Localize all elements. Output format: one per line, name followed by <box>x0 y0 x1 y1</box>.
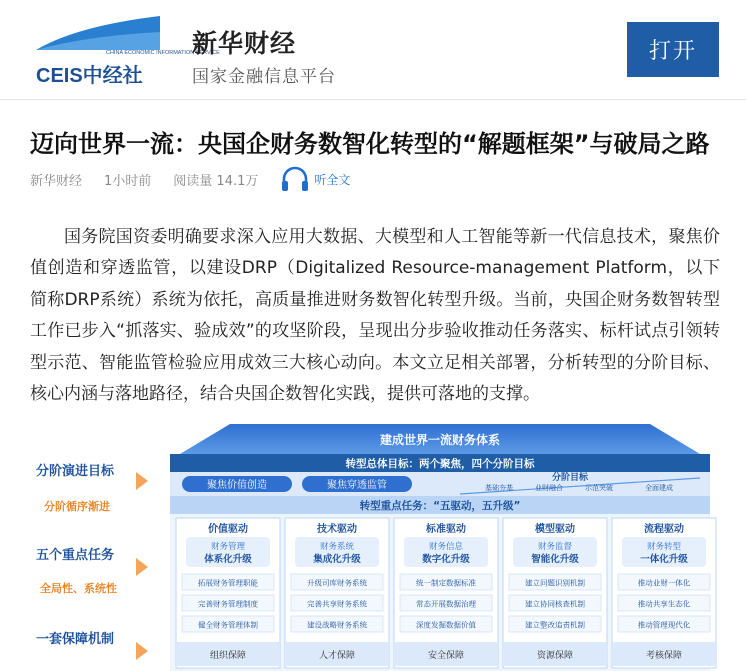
brand-tagline: 国家金融信息平台 <box>192 67 336 87</box>
ceis-logo <box>36 14 220 90</box>
article-reads: 阅读量 14.1万 <box>173 173 259 189</box>
pillar-sub2: 集成化升级 <box>313 554 361 565</box>
svg-text:业财融合: 业财融合 <box>535 484 563 492</box>
arrow-icon <box>136 642 148 660</box>
arrow-icon <box>136 558 148 576</box>
framework-diagram <box>160 420 720 671</box>
brand-name: 新华财经 <box>192 29 297 58</box>
pillar-sub2: 智能化升级 <box>531 554 579 565</box>
article-time: 1小时前 <box>104 173 152 189</box>
svg-text:示范突破: 示范突破 <box>585 484 613 492</box>
pillar-item: 建设战略财务系统 <box>307 620 367 630</box>
svg-text:建成世界一流财务体系: 建成世界一流财务体系 <box>379 433 501 447</box>
svg-text:转型总体目标：两个聚焦，四个分阶目标: 转型总体目标：两个聚焦，四个分阶目标 <box>345 458 535 470</box>
pillar-item: 推动共享生态化 <box>637 599 691 609</box>
svg-text:分阶目标: 分阶目标 <box>551 473 589 483</box>
listen-button[interactable] <box>280 164 372 194</box>
pillar-sub2: 体系化升级 <box>204 554 252 565</box>
pillar-item: 推动管理现代化 <box>637 620 691 630</box>
svg-text:基础夯基: 基础夯基 <box>485 484 513 492</box>
pillar-sub1: 财务监督 <box>537 542 573 552</box>
pillar-sub2: 数字化升级 <box>422 554 470 565</box>
listen-label: 听全文 <box>314 172 351 187</box>
article-source: 新华财经 <box>30 173 83 189</box>
pillar-base: 考核保障 <box>645 651 683 661</box>
pillar-item: 升级司库财务系统 <box>307 578 367 588</box>
open-app-button[interactable]: 打开 <box>627 22 719 77</box>
svg-text:CHINA ECONOMIC INFORMATION SER: CHINA ECONOMIC INFORMATION SERVICE <box>106 50 220 56</box>
pillar-item: 建立整改追责机制 <box>525 620 585 630</box>
pillar-sub1: 财务信息 <box>428 542 464 552</box>
headphones-icon <box>280 164 310 194</box>
pillar-base: 人才保障 <box>318 651 356 661</box>
pillar-item: 健全财务管理体制 <box>198 620 258 630</box>
pillar-head: 流程驱动 <box>644 524 684 535</box>
pillar-item: 拓展财务管理职能 <box>198 578 258 588</box>
svg-text:全面建成: 全面建成 <box>645 484 673 492</box>
arrow-icon <box>136 472 148 490</box>
pillar-item: 统一制定数据标准 <box>416 578 476 588</box>
pillar-item: 完善共享财务系统 <box>307 599 367 609</box>
pillar-item: 完善财务管理制度 <box>198 599 258 609</box>
pillar-head: 模型驱动 <box>535 524 575 535</box>
pillar-item: 建立协同核查机制 <box>525 599 585 609</box>
pillar-sub1: 财务系统 <box>319 542 355 552</box>
svg-text:聚焦价值创造: 聚焦价值创造 <box>207 480 267 491</box>
pillar-base: 资源保障 <box>536 651 574 661</box>
pillar-item: 建立问题识别机制 <box>525 578 585 588</box>
label-mechanism: 一套保障机制 <box>36 632 115 647</box>
pillar-sub1: 财务转型 <box>646 542 682 552</box>
label-key-tasks: 五个重点任务 <box>36 548 115 563</box>
pillar-head: 价值驱动 <box>208 524 248 535</box>
pillar-item: 推动业财一体化 <box>637 578 691 588</box>
svg-text:聚焦穿透监管: 聚焦穿透监管 <box>327 480 387 491</box>
pillar-item: 深度发掘数据价值 <box>416 620 476 630</box>
label-stage-goals-sub: 分阶循序渐进 <box>44 500 110 513</box>
pillar-head: 技术驱动 <box>317 524 357 535</box>
pillar-item: 常态开展数据治理 <box>416 599 476 609</box>
pillar-sub1: 财务管理 <box>210 542 246 552</box>
pillar-base: 组织保障 <box>209 651 247 661</box>
label-stage-goals: 分阶演进目标 <box>36 464 115 479</box>
article-title: 迈向世界一流：央国企财务数智化转型的“解题框架”与破局之路 <box>30 130 710 158</box>
svg-text:转型重点任务：“五驱动，五升级”: 转型重点任务：“五驱动，五升级” <box>359 500 521 512</box>
article-body: 国务院国资委明确要求深入应用大数据、大模型和人工智能等新一代信息技术，聚焦价值创造和穿透监管，以建设DRP（Digitalized Resource-management Platform，以下简称DRP系统）系统为依托，高质量推进财务数智化转型升级。当前，央国企财务数智转型工作已步入“抓落实、验成效”的攻坚阶段，呈现出分步验收推动任务落实、标杆试点引领转型示范、智能监管检验应用成效三大核心动向。本文立足相关部署，分析转型的分阶目标、核心内涵与落地路径，结合央国企数智化实践，提供可落地的支撑。 <box>30 227 720 405</box>
article-meta <box>30 162 372 196</box>
pillar-sub2: 一体化升级 <box>640 554 688 565</box>
svg-text:CEIS中经社: CEIS中经社 <box>36 65 143 87</box>
article-figure <box>30 420 720 671</box>
label-key-tasks-sub: 全局性、系统性 <box>40 582 117 595</box>
pillar-head: 标准驱动 <box>426 524 466 535</box>
app-header <box>0 0 746 100</box>
pillar-base: 安全保障 <box>427 651 465 661</box>
